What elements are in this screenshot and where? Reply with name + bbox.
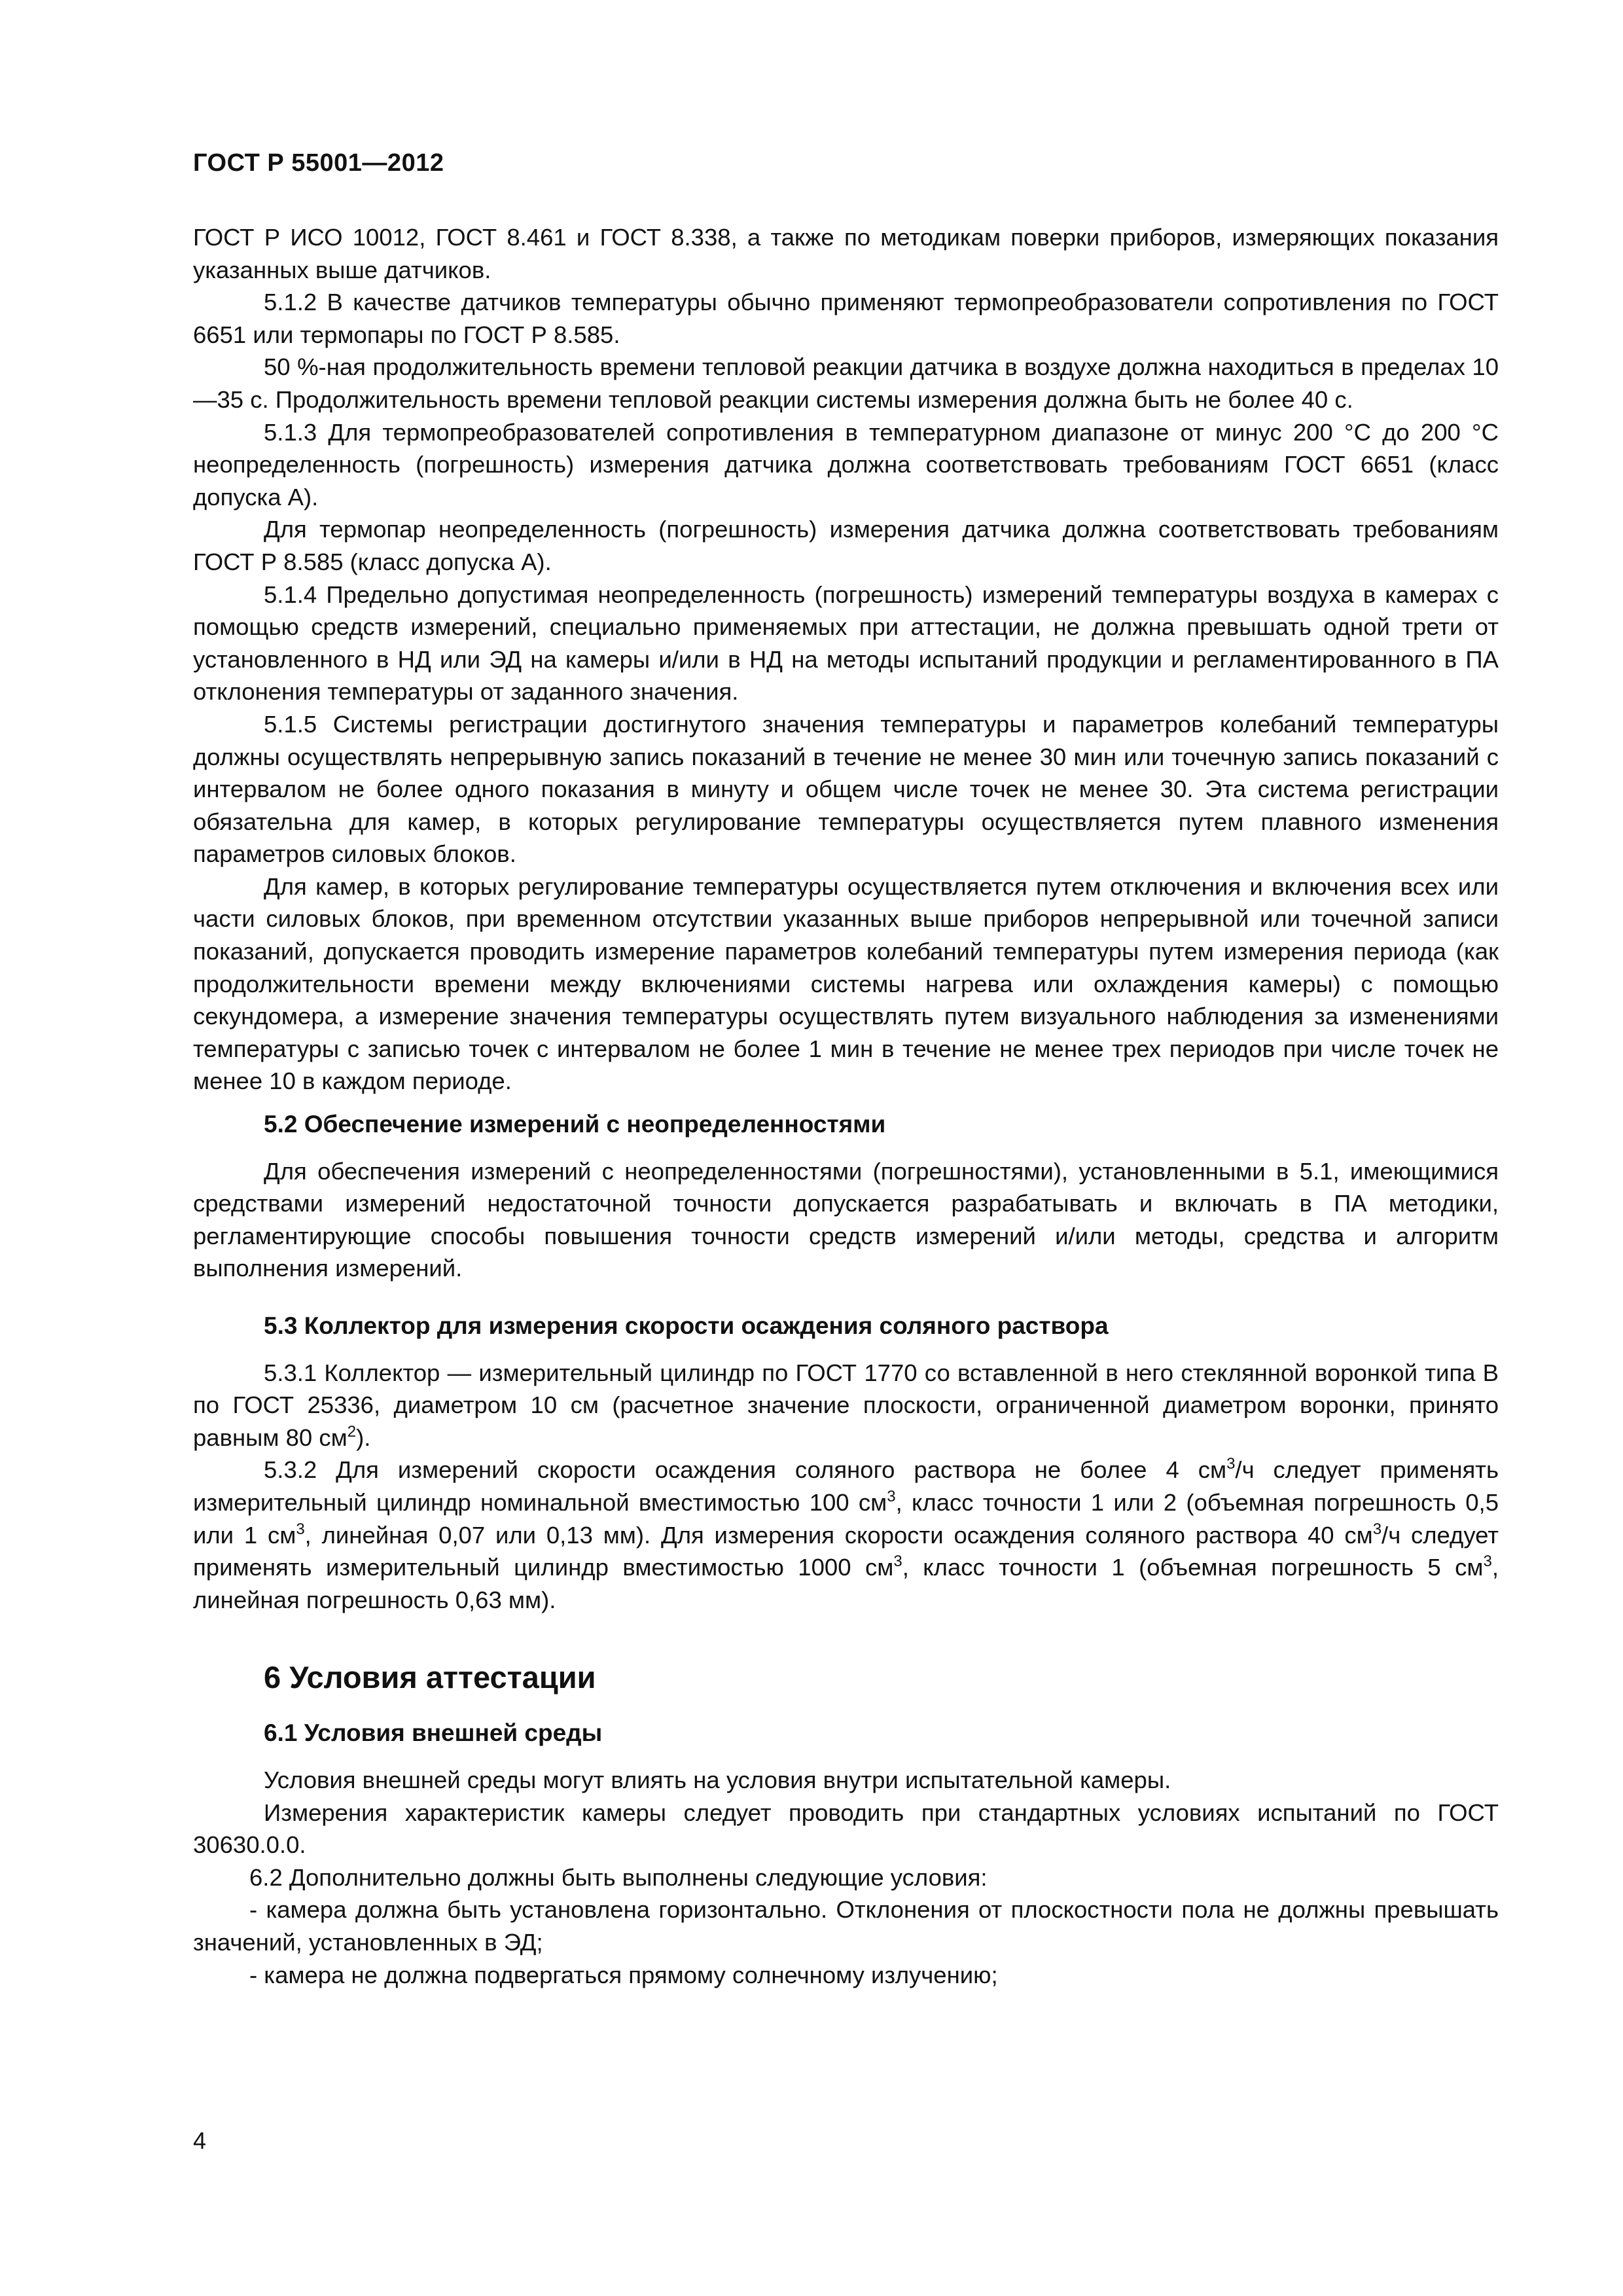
superscript: 3	[1483, 1552, 1492, 1571]
list-item: - камера не должна подвергаться прямому солнечному излучению;	[249, 1961, 998, 1988]
text-run: , линейная погрешность 0,63 мм).	[193, 1554, 1499, 1613]
paragraph: ГОСТ Р ИСО 10012, ГОСТ 8.461 и ГОСТ 8.338, а также по методикам поверки приборов, измеряющих показания указанных выше датчиков.	[193, 224, 1499, 283]
paragraph-5-1-3: 5.1.3 Для термопреобразователей сопротивления в температурном диапазоне от минус 200 °С до 200 °С неопределенность (погрешность) измерения датчика должна соответствовать требованиям ГОСТ 6651 (класс допуска А).	[193, 418, 1499, 511]
superscript: 3	[887, 1487, 896, 1505]
superscript: 3	[893, 1552, 902, 1571]
section-heading-5-2: 5.2 Обеспечение измерений с неопределенностями	[264, 1111, 886, 1138]
paragraph-5-3-2	[193, 1454, 1499, 1616]
paragraph: Измерения характеристик камеры следует проводить при стандартных условиях испытаний по ГОСТ 30630.0.0.	[193, 1799, 1499, 1859]
superscript: 2	[347, 1422, 357, 1441]
text-run: , класс точности 1 (объемная погрешность 5 см	[902, 1554, 1484, 1581]
list-item: - камера должна быть установлена горизонтально. Отклонения от плоскостности пола не должны превышать значений, установленных в ЭД;	[193, 1896, 1499, 1956]
superscript: 3	[1226, 1455, 1236, 1473]
text-run: ).	[356, 1424, 371, 1451]
paragraph: Условия внешней среды могут влиять на условия внутри испытательной камеры.	[264, 1766, 1171, 1793]
page-number: 4	[193, 2127, 207, 2154]
paragraph-5-3-1	[193, 1357, 1499, 1454]
paragraph-5-1-5: 5.1.5 Системы регистрации достигнутого значения температуры и параметров колебаний температуры должны осуществлять непрерывную запись показаний в течение не менее 30 мин или точечную запись показаний с интервалом не более одного показания в минуту и общем числе точек не менее 30. Эта система регистрации обязательна для камер, в которых регулирование температуры осуществляется путем плавного изменения параметров силовых блоков.	[193, 710, 1499, 868]
text-run: 5.3.1 Коллектор — измерительный цилиндр по ГОСТ 1770 со вставленной в него стеклянной воронкой типа В по ГОСТ 25336, диаметром 10 см (расчетное значение плоскости, ограниченной диаметром воронки, принято равным 80 см	[193, 1359, 1499, 1451]
paragraph: 50 %-ная продолжительность времени тепловой реакции датчика в воздухе должна находиться в пределах 10—35 с. Продолжительность времени тепловой реакции системы измерения должна быть не более 40 с.	[193, 353, 1499, 413]
paragraph-5-1-4: 5.1.4 Предельно допустимая неопределенность (погрешность) измерений температуры воздуха в камерах с помощью средств измерений, специально применяемых при аттестации, не должна превышать одной трети от установленного в НД или ЭД на камеры и/или в НД на методы испытаний продукции и регламентированного в ПА отклонения температуры от заданного значения.	[193, 581, 1499, 706]
paragraph: Для камер, в которых регулирование температуры осуществляется путем отключения и включения всех или части силовых блоков, при временном отсутствии указанных выше приборов непрерывной или точечной записи показаний, допускается проводить измерение параметров колебаний температуры путем измерения периода (как продолжительности времени между включениями системы нагрева или охлаждения камеры) с помощью секундомера, а измерение значения температуры осуществлять путем визуального наблюдения за изменениями температуры с записью точек с интервалом не более 1 мин в течение не менее трех периодов при числе точек не менее 10 в каждом периоде.	[193, 872, 1499, 1095]
document-code-header: ГОСТ Р 55001—2012	[193, 149, 444, 177]
text-run: , линейная 0,07 или 0,13 мм). Для измерения скорости осаждения соляного раствора 40 см	[304, 1521, 1373, 1549]
text-run: /ч следует применять измерительный цилиндр номинальной вместимостью 100 см	[193, 1456, 1499, 1516]
paragraph-5-1-2: 5.1.2 В качестве датчиков температуры обычно применяют термопреобразователи сопротивления по ГОСТ 6651 или термопары по ГОСТ Р 8.585.	[193, 289, 1499, 348]
text-run: /ч следует применять измерительный цилиндр вместимостью 1000 см	[193, 1521, 1499, 1581]
section-heading-6-1: 6.1 Условия внешней среды	[264, 1719, 603, 1747]
paragraph: Для термопар неопределенность (погрешность) измерения датчика должна соответствовать требованиям ГОСТ Р 8.585 (класс допуска А).	[193, 516, 1499, 575]
superscript: 3	[1372, 1520, 1382, 1538]
section-heading-5-3: 5.3 Коллектор для измерения скорости осаждения соляного раствора	[264, 1312, 1109, 1339]
paragraph-6-2: 6.2 Дополнительно должны быть выполнены следующие условия:	[249, 1863, 988, 1891]
chapter-heading-6: 6 Условия аттестации	[264, 1660, 596, 1695]
superscript: 3	[296, 1520, 305, 1538]
text-run: , класс точности 1 или 2 (объемная погрешность 0,5 или 1 см	[193, 1488, 1499, 1549]
text-run: 5.3.2 Для измерений скорости осаждения соляного раствора не более 4 см	[264, 1456, 1227, 1484]
document-body	[193, 221, 1499, 1991]
paragraph: Для обеспечения измерений с неопределенностями (погрешностями), установленными в 5.1, имеющимися средствами измерений недостаточной точности допускается разрабатывать и включать в ПА методики, регламентирующие способы повышения точности средств измерений и/или методы, средства и алгоритм выполнения измерений.	[193, 1157, 1499, 1282]
